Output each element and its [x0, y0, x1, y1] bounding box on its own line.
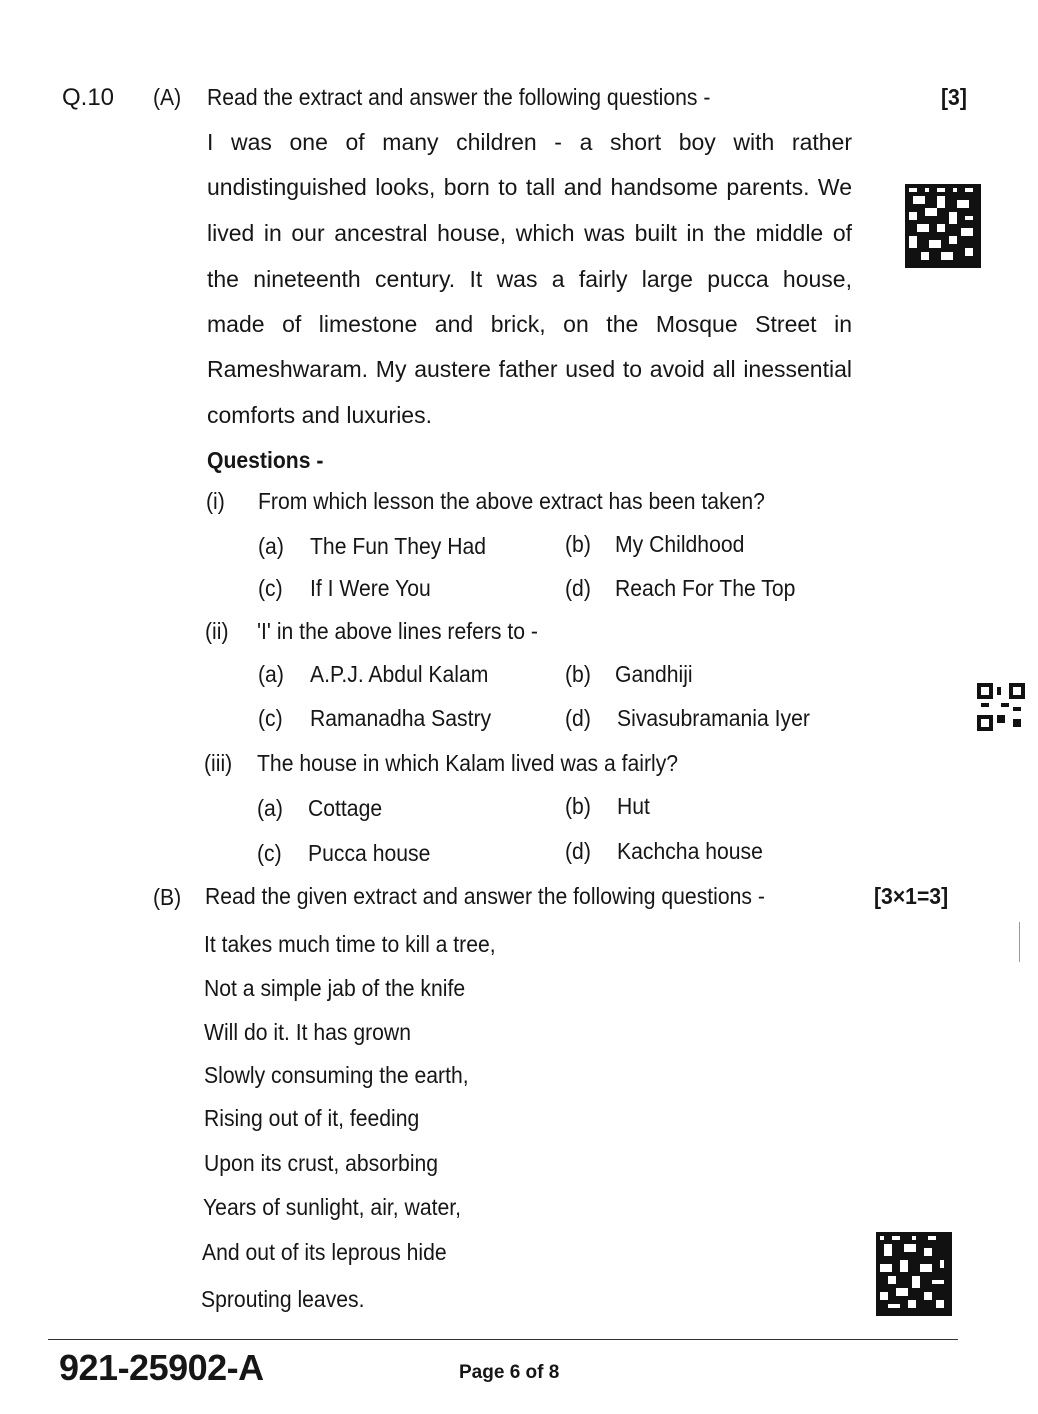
option-text: Ramanadha Sastry: [310, 705, 492, 731]
poem-line: Will do it. It has grown: [204, 1019, 411, 1045]
option-label: (a): [258, 661, 284, 687]
option-text: Sivasubramania Iyer: [617, 705, 810, 731]
part-a-instruction: Read the extract and answer the following questions -: [207, 84, 711, 110]
option-label: (a): [258, 533, 284, 559]
extract-line: Rameshwaram. My austere father used to avoid all inessential: [207, 356, 852, 382]
poem-line: Sprouting leaves.: [201, 1286, 365, 1312]
qr-code: [977, 683, 1025, 731]
option-label: (c): [258, 705, 283, 731]
option-label: (b): [565, 531, 591, 557]
option-label: (d): [565, 575, 591, 601]
margin-mark: [1019, 922, 1020, 962]
option-text: Reach For The Top: [615, 575, 796, 601]
option-text: A.P.J. Abdul Kalam: [310, 661, 489, 687]
question-number-iii: (iii): [204, 750, 233, 776]
option-text: The Fun They Had: [310, 533, 487, 559]
datamatrix-code-top: [905, 184, 981, 268]
option-label: (c): [258, 575, 283, 601]
question-text: The house in which Kalam lived was a fairly?: [257, 750, 679, 776]
poem-line: And out of its leprous hide: [202, 1239, 447, 1265]
question-number: Q.10: [62, 84, 115, 111]
part-b-label: (B): [153, 884, 182, 910]
part-b-marks: [3×1=3]: [874, 883, 949, 909]
part-a-label: (A): [153, 84, 182, 110]
datamatrix-code-bottom: [876, 1232, 952, 1316]
question-text: From which lesson the above extract has been taken?: [258, 488, 765, 514]
question-number-ii: (ii): [205, 618, 229, 644]
question-number-i: (i): [206, 488, 225, 514]
option-text: Pucca house: [308, 840, 431, 866]
questions-heading: Questions -: [207, 447, 324, 473]
option-text: My Childhood: [615, 531, 745, 557]
option-label: (b): [565, 793, 591, 819]
poem-line: Upon its crust, absorbing: [204, 1150, 439, 1176]
footer-rule: [48, 1339, 958, 1340]
part-b-instruction: Read the given extract and answer the following questions -: [205, 883, 765, 909]
option-label: (c): [257, 840, 282, 866]
extract-line: lived in our ancestral house, which was built in the middle of: [207, 220, 852, 246]
poem-line: Slowly consuming the earth,: [204, 1062, 469, 1088]
poem-line: Rising out of it, feeding: [204, 1105, 420, 1131]
option-text: Gandhiji: [615, 661, 693, 687]
extract-line: I was one of many children - a short boy with rather: [207, 129, 852, 155]
poem-line: Years of sunlight, air, water,: [203, 1194, 462, 1220]
poem-line: Not a simple jab of the knife: [204, 975, 466, 1001]
option-label: (b): [565, 661, 591, 687]
paper-code: 921-25902-A: [59, 1347, 264, 1388]
part-a-marks: [3]: [941, 84, 967, 110]
extract-line: undistinguished looks, born to tall and handsome parents. We: [207, 174, 852, 200]
option-label: (a): [257, 795, 283, 821]
option-text: Cottage: [308, 795, 383, 821]
poem-line: It takes much time to kill a tree,: [204, 931, 496, 957]
option-text: Hut: [617, 793, 650, 819]
extract-line: the nineteenth century. It was a fairly large pucca house,: [207, 266, 852, 292]
option-text: If I Were You: [310, 575, 431, 601]
page-number: Page 6 of 8: [459, 1362, 560, 1383]
option-text: Kachcha house: [617, 838, 763, 864]
option-label: (d): [565, 838, 591, 864]
extract-line: made of limestone and brick, on the Mosque Street in: [207, 311, 852, 337]
extract-line: comforts and luxuries.: [207, 402, 432, 428]
option-label: (d): [565, 705, 591, 731]
question-text: 'I' in the above lines refers to -: [257, 618, 538, 644]
